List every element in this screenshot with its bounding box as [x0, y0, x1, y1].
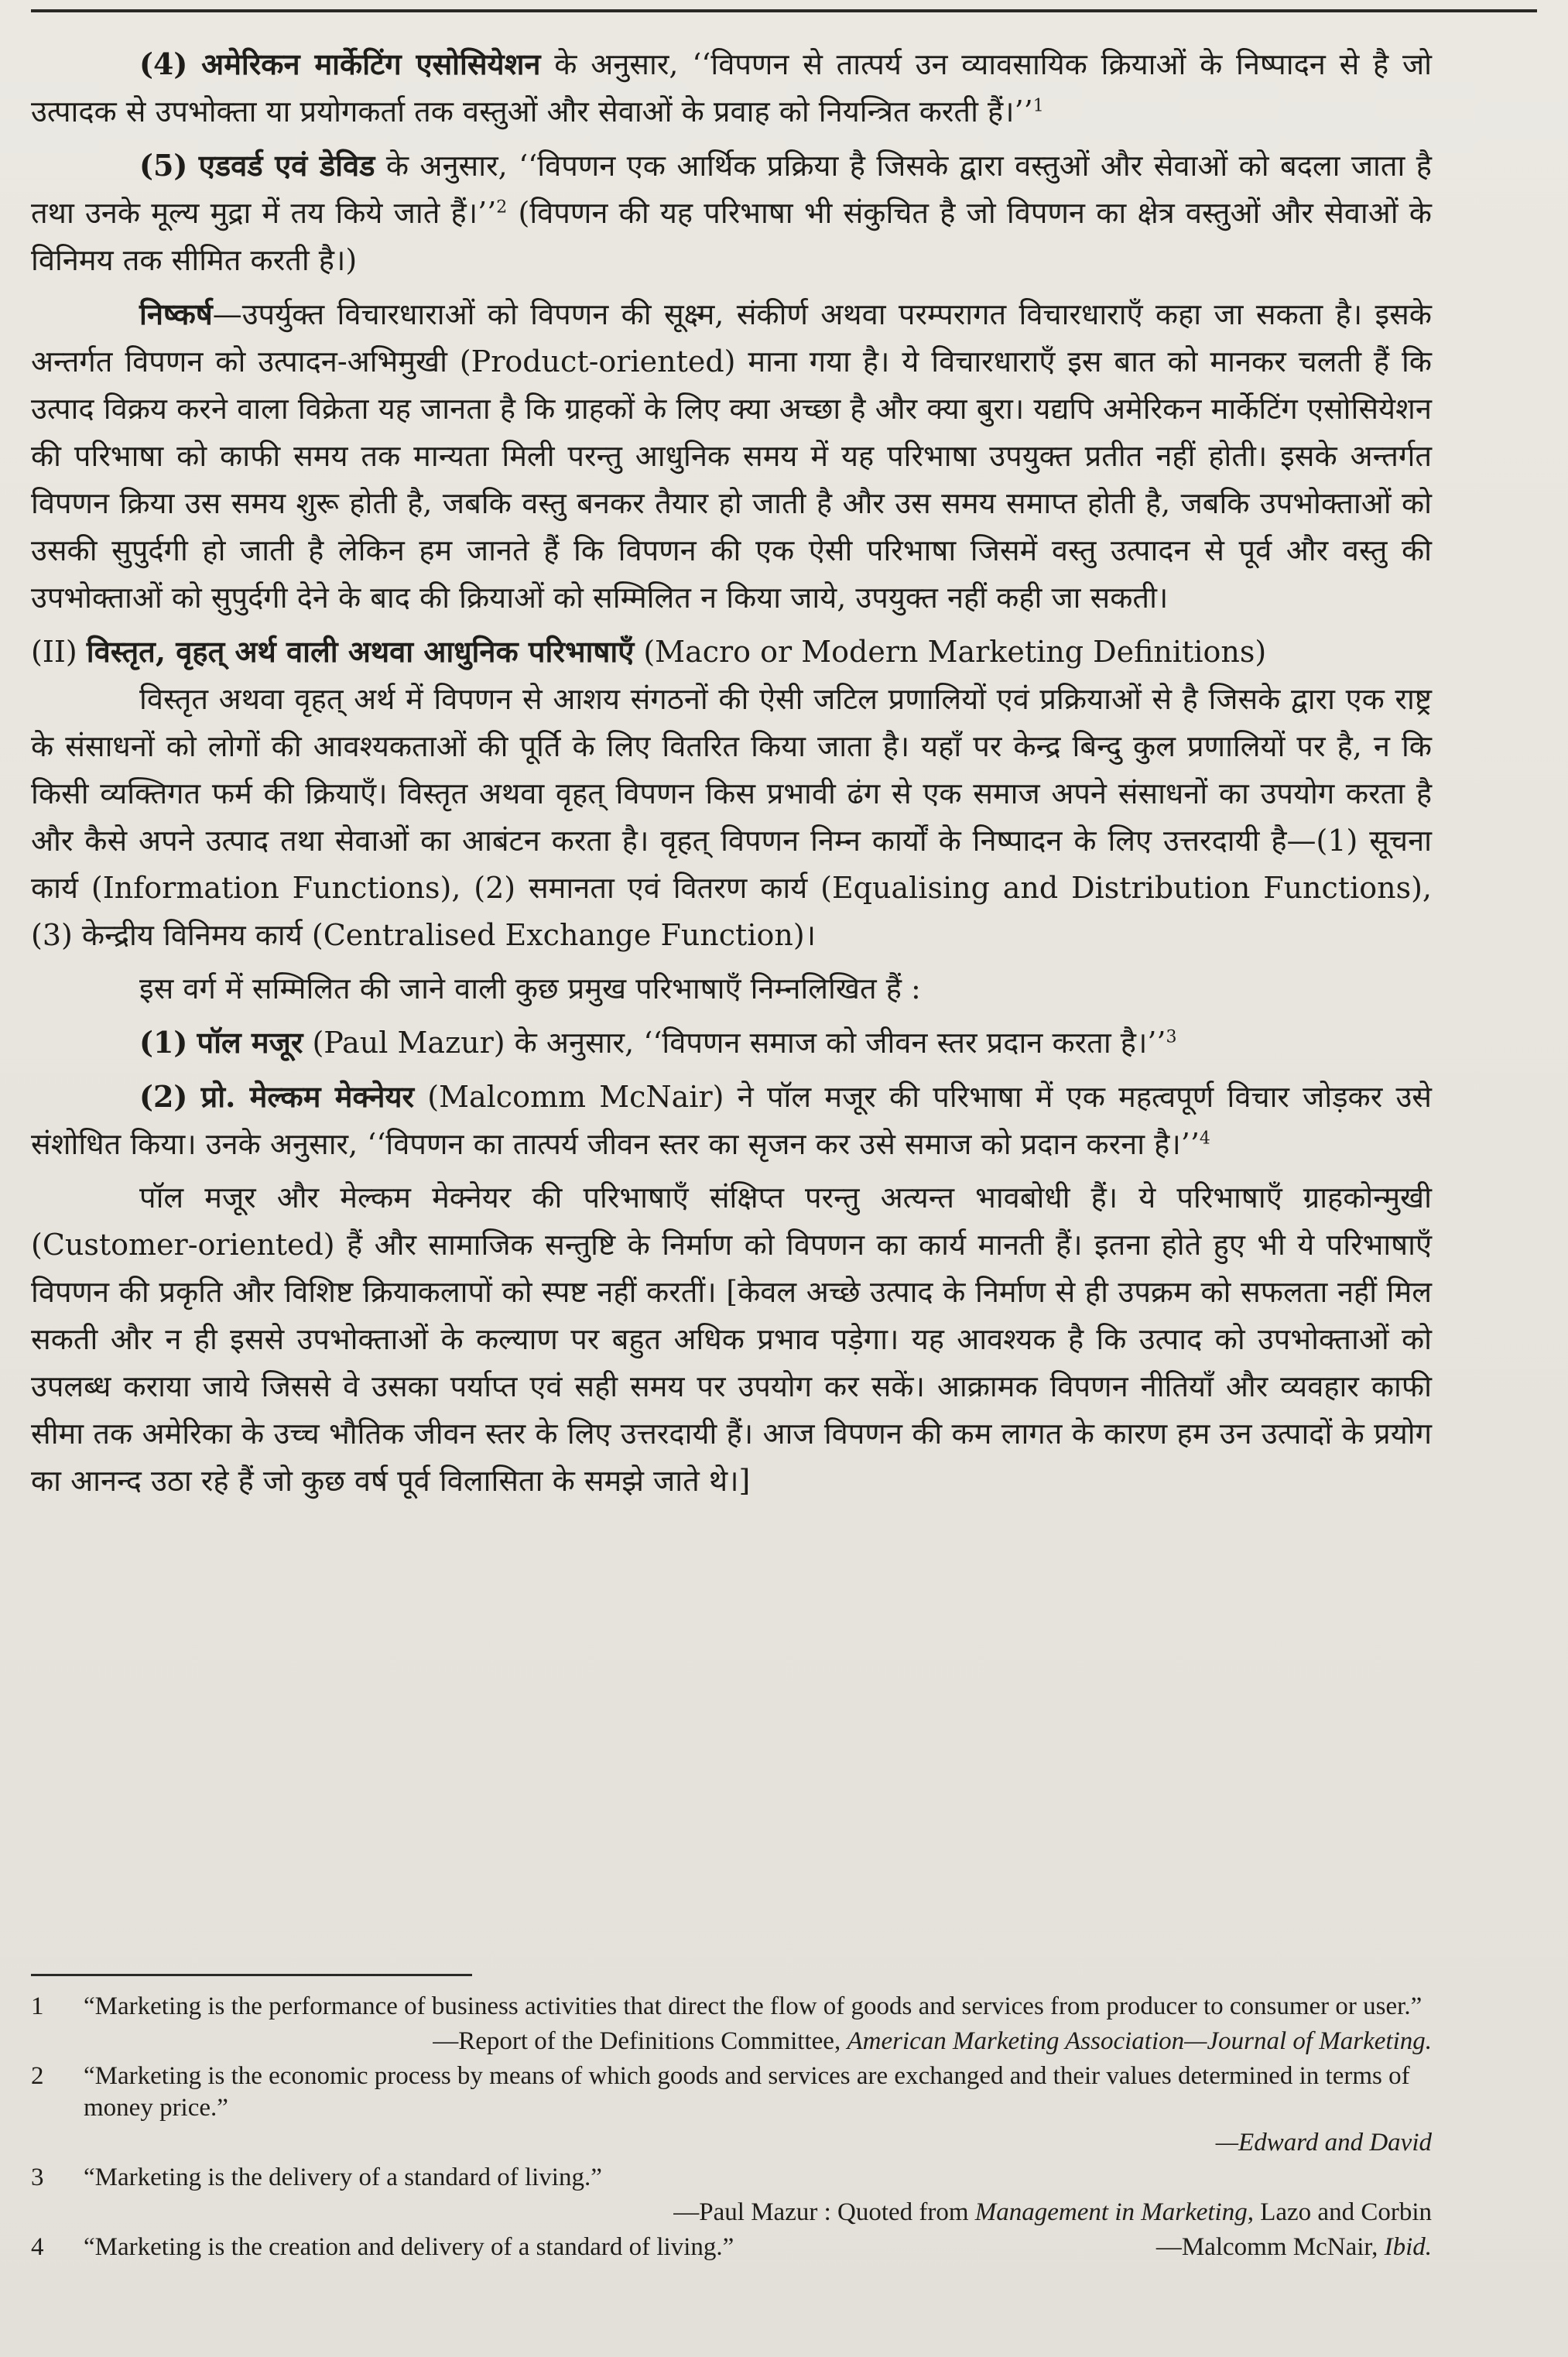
intro-text: इस वर्ग में सम्मिलित की जाने वाली कुछ प्रमुख परिभाषाएँ निम्नलिखित हैं :: [139, 971, 921, 1005]
attribution-source: Ibid.: [1384, 2233, 1432, 2261]
paragraph-definition-edward-david: [31, 142, 1432, 284]
attribution-source: American Marketing Association—Journal of Marketing.: [847, 2027, 1432, 2055]
conclusion-text: —उपर्युक्त विचारधाराओं को विपणन की सूक्ष्म, संकीर्ण अथवा परम्परागत विचारधाराएँ कहा जा सकता है। इसके अन्तर्गत विपणन को उत्पादन-अभिमुखी (Product-oriented) माना गया है। ये विचारधाराएँ इस बात को मानकर चलती हैं कि उत्पाद विक्रय करने वाला विक्रेता यह जानता है कि ग्राहकों के लिए क्या अच्छा है और क्या बुरा। यद्यपि अमेरिकन मार्केटिंग एसोसियेशन की परिभाषा को काफी समय तक मान्यता मिली परन्तु आधुनिक समय में यह परिभाषा उपयुक्त प्रतीत नहीं होती। इसके अन्तर्गत विपणन क्रिया उस समय शुरू होती है, जबकि वस्तु बनकर तैयार हो जाती है और उस समय समाप्त होती है, जबकि उपभोक्ताओं को उसकी सुपुर्दगी हो जाती है लेकिन हम जानते हैं कि विपणन की एक ऐसी परिभाषा जिसमें वस्तु उत्पादन से पूर्व और वस्तु की उपभोक्ताओं को सुपुर्दगी देने के बाद की क्रियाओं को सम्मिलित न किया जाये, उपयुक्त नहीं कही जा सकती।: [31, 297, 1432, 615]
definition-text: (Malcomm McNair) ने पॉल मजूर की परिभाषा में एक महत्वपूर्ण विचार जोड़कर उसे संशोधित किया। उनके अनुसार, ‘‘विपणन का तात्पर्य जीवन स्तर का सृजन कर उसे समाज को प्रदान करना है।’’: [31, 1080, 1432, 1161]
footnote-3: [31, 2162, 1432, 2232]
footnote-quote: “Marketing is the economic process by means of which goods and services are exchanged and their values determined in terms of money price.”: [84, 2062, 1410, 2122]
footnote-body: [84, 2162, 1432, 2232]
main-text: [31, 40, 1432, 1511]
footnote-quote: “Marketing is the delivery of a standard of living.”: [84, 2163, 602, 2191]
footnote-attribution: [1156, 2232, 1432, 2263]
definition-number: (4): [139, 46, 188, 81]
definition-text: के अनुसार, ‘‘विपणन एक आर्थिक प्रक्रिया है जिसके द्वारा वस्तुओं और सेवाओं को बदला जाता है तथा उनके मूल्य मुद्रा में तय किये जाते हैं।’’: [31, 149, 1432, 230]
definition-comment: (विपणन की यह परिभाषा भी संकुचित है जो विपणन का क्षेत्र वस्तुओं और सेवाओं के विनिमय तक सीमित करती है।): [31, 196, 1432, 277]
heading-hindi: विस्तृत, वृहत् अर्थ वाली अथवा आधुनिक परिभाषाएँ: [86, 634, 635, 669]
footnote-number: 1: [31, 1992, 44, 2020]
attribution-source: —Edward and David: [1215, 2129, 1432, 2157]
footnote-attribution: [84, 2127, 1432, 2159]
heading-number: (II): [31, 635, 77, 669]
footnote-body: [84, 2232, 1432, 2263]
definition-number: (5): [139, 148, 188, 183]
author-name: पॉल मजूर: [197, 1025, 303, 1060]
paragraph-definition-mazur: [31, 1019, 1432, 1067]
footnote-number: 2: [31, 2062, 44, 2090]
section-heading-macro: [31, 628, 1432, 676]
footnote-attribution: [84, 2026, 1432, 2057]
attribution-text: —Malcomm McNair,: [1155, 2233, 1385, 2261]
attribution-source: Management in Marketing,: [974, 2198, 1254, 2226]
paragraph-conclusion: [31, 290, 1432, 622]
footnote-number: 3: [31, 2163, 44, 2191]
attribution-text: —Paul Mazur : Quoted from: [673, 2198, 975, 2226]
definition-text: के अनुसार, ‘‘विपणन से तात्पर्य उन व्यावसायिक क्रियाओं के निष्पादन से है जो उत्पादक से उपभोक्ता या प्रयोगकर्ता तक वस्तुओं और सेवाओं के प्रवाह को नियन्त्रित करती हैं।’’: [31, 47, 1432, 128]
definition-number: (2): [139, 1079, 188, 1114]
paragraph-definition-ama: [31, 40, 1432, 135]
conclusion-label: निष्कर्ष: [139, 296, 213, 331]
macro-text: विस्तृत अथवा वृहत् अर्थ में विपणन से आशय संगठनों की ऐसी जटिल प्रणालियों एवं प्रक्रियाओं से है जिसके द्वारा एक राष्ट्र के संसाधनों को लोगों की आवश्यकताओं की पूर्ति के लिए वितरित किया जाता है। यहाँ पर केन्द्र बिन्दु कुल प्रणालियों पर है, न कि किसी व्यक्तिगत फर्म की क्रियाएँ। विस्तृत अथवा वृहत् विपणन किस प्रभावी ढंग से एक समाज अपने संसाधनों का उपयोग करता है और कैसे अपने उत्पाद तथा सेवाओं का आबंटन करता है। वृहत् विपणन निम्न कार्यों के निष्पादन के लिए उत्तरदायी है—(1) सूचना कार्य (Information Functions), (2) समानता एवं वितरण कार्य (Equalising and Distribution Functions), (3) केन्द्रीय विनिमय कार्य (Centralised Exchange Function)।: [31, 682, 1432, 952]
footnote-ref: 1: [1032, 96, 1044, 116]
paragraph-intro-definitions: [31, 965, 1432, 1012]
footnote-ref: 2: [496, 197, 508, 218]
footnote-number: 4: [31, 2233, 44, 2261]
footnote-1: [31, 1991, 1432, 2061]
footnote-body: [84, 2061, 1432, 2162]
footnote-body: [84, 1991, 1432, 2061]
footnotes: [31, 1991, 1432, 2263]
author-name: अमेरिकन मार्केटिंग एसोसियेशन: [201, 46, 541, 81]
heading-english: (Macro or Modern Marketing Definitions): [634, 635, 1267, 669]
author-name: एडवर्ड एवं डेविड: [198, 148, 375, 183]
footnote-attribution: [84, 2197, 1432, 2229]
paragraph-evaluation: [31, 1174, 1432, 1505]
footnote-quote: “Marketing is the performance of business activities that direct the flow of goods and services from producer to consumer or user.”: [84, 1992, 1422, 2020]
paragraph-macro-description: [31, 676, 1432, 959]
attribution-authors: Lazo and Corbin: [1253, 2198, 1432, 2226]
footnote-quote: “Marketing is the creation and delivery of a standard of living.”: [84, 2233, 734, 2261]
header-rule: [31, 9, 1537, 12]
footnote-4: [31, 2232, 1432, 2263]
paragraph-definition-mcnair: [31, 1073, 1432, 1168]
evaluation-text: पॉल मजूर और मेल्कम मेक्नेयर की परिभाषाएँ संक्षिप्त परन्तु अत्यन्त भावबोधी हैं। ये परिभाषाएँ ग्राहकोन्मुखी (Customer-oriented) हैं और सामाजिक सन्तुष्टि के निर्माण को विपणन का कार्य मानती हैं। इतना होते हुए भी ये परिभाषाएँ विपणन की प्रकृति और विशिष्ट क्रियाकलापों को स्पष्ट नहीं करतीं। [केवल अच्छे उत्पाद के निर्माण से ही उपक्रम को सफलता नहीं मिल सकती और न ही इससे उपभोक्ताओं के कल्याण पर बहुत अधिक प्रभाव पड़ेगा। यह आवश्यक है कि उत्पाद को उपभोक्ताओं को उपलब्ध कराया जाये जिससे वे उसका पर्याप्त एवं सही समय पर उपयोग कर सकें। आक्रामक विपणन नीतियाँ और व्यवहार काफी सीमा तक अमेरिका के उच्च भौतिक जीवन स्तर के लिए उत्तरदायी हैं। आज विपणन की कम लागत के कारण हम उन उत्पादों के प्रयोग का आनन्द उठा रहे हैं जो कुछ वर्ष पूर्व विलासिता के समझे जाते थे।]: [31, 1180, 1432, 1498]
author-name: प्रो. मेल्कम मेक्नेयर: [200, 1079, 415, 1114]
footnote-rule: [31, 1974, 472, 1976]
definition-text: (Paul Mazur) के अनुसार, ‘‘विपणन समाज को जीवन स्तर प्रदान करता है।’’: [303, 1026, 1166, 1060]
attribution-text: —Report of the Definitions Committee,: [433, 2027, 847, 2055]
footnote-ref: 3: [1166, 1027, 1177, 1047]
definition-number: (1): [139, 1025, 188, 1060]
footnote-2: [31, 2061, 1432, 2162]
footnote-ref: 4: [1199, 1129, 1210, 1149]
